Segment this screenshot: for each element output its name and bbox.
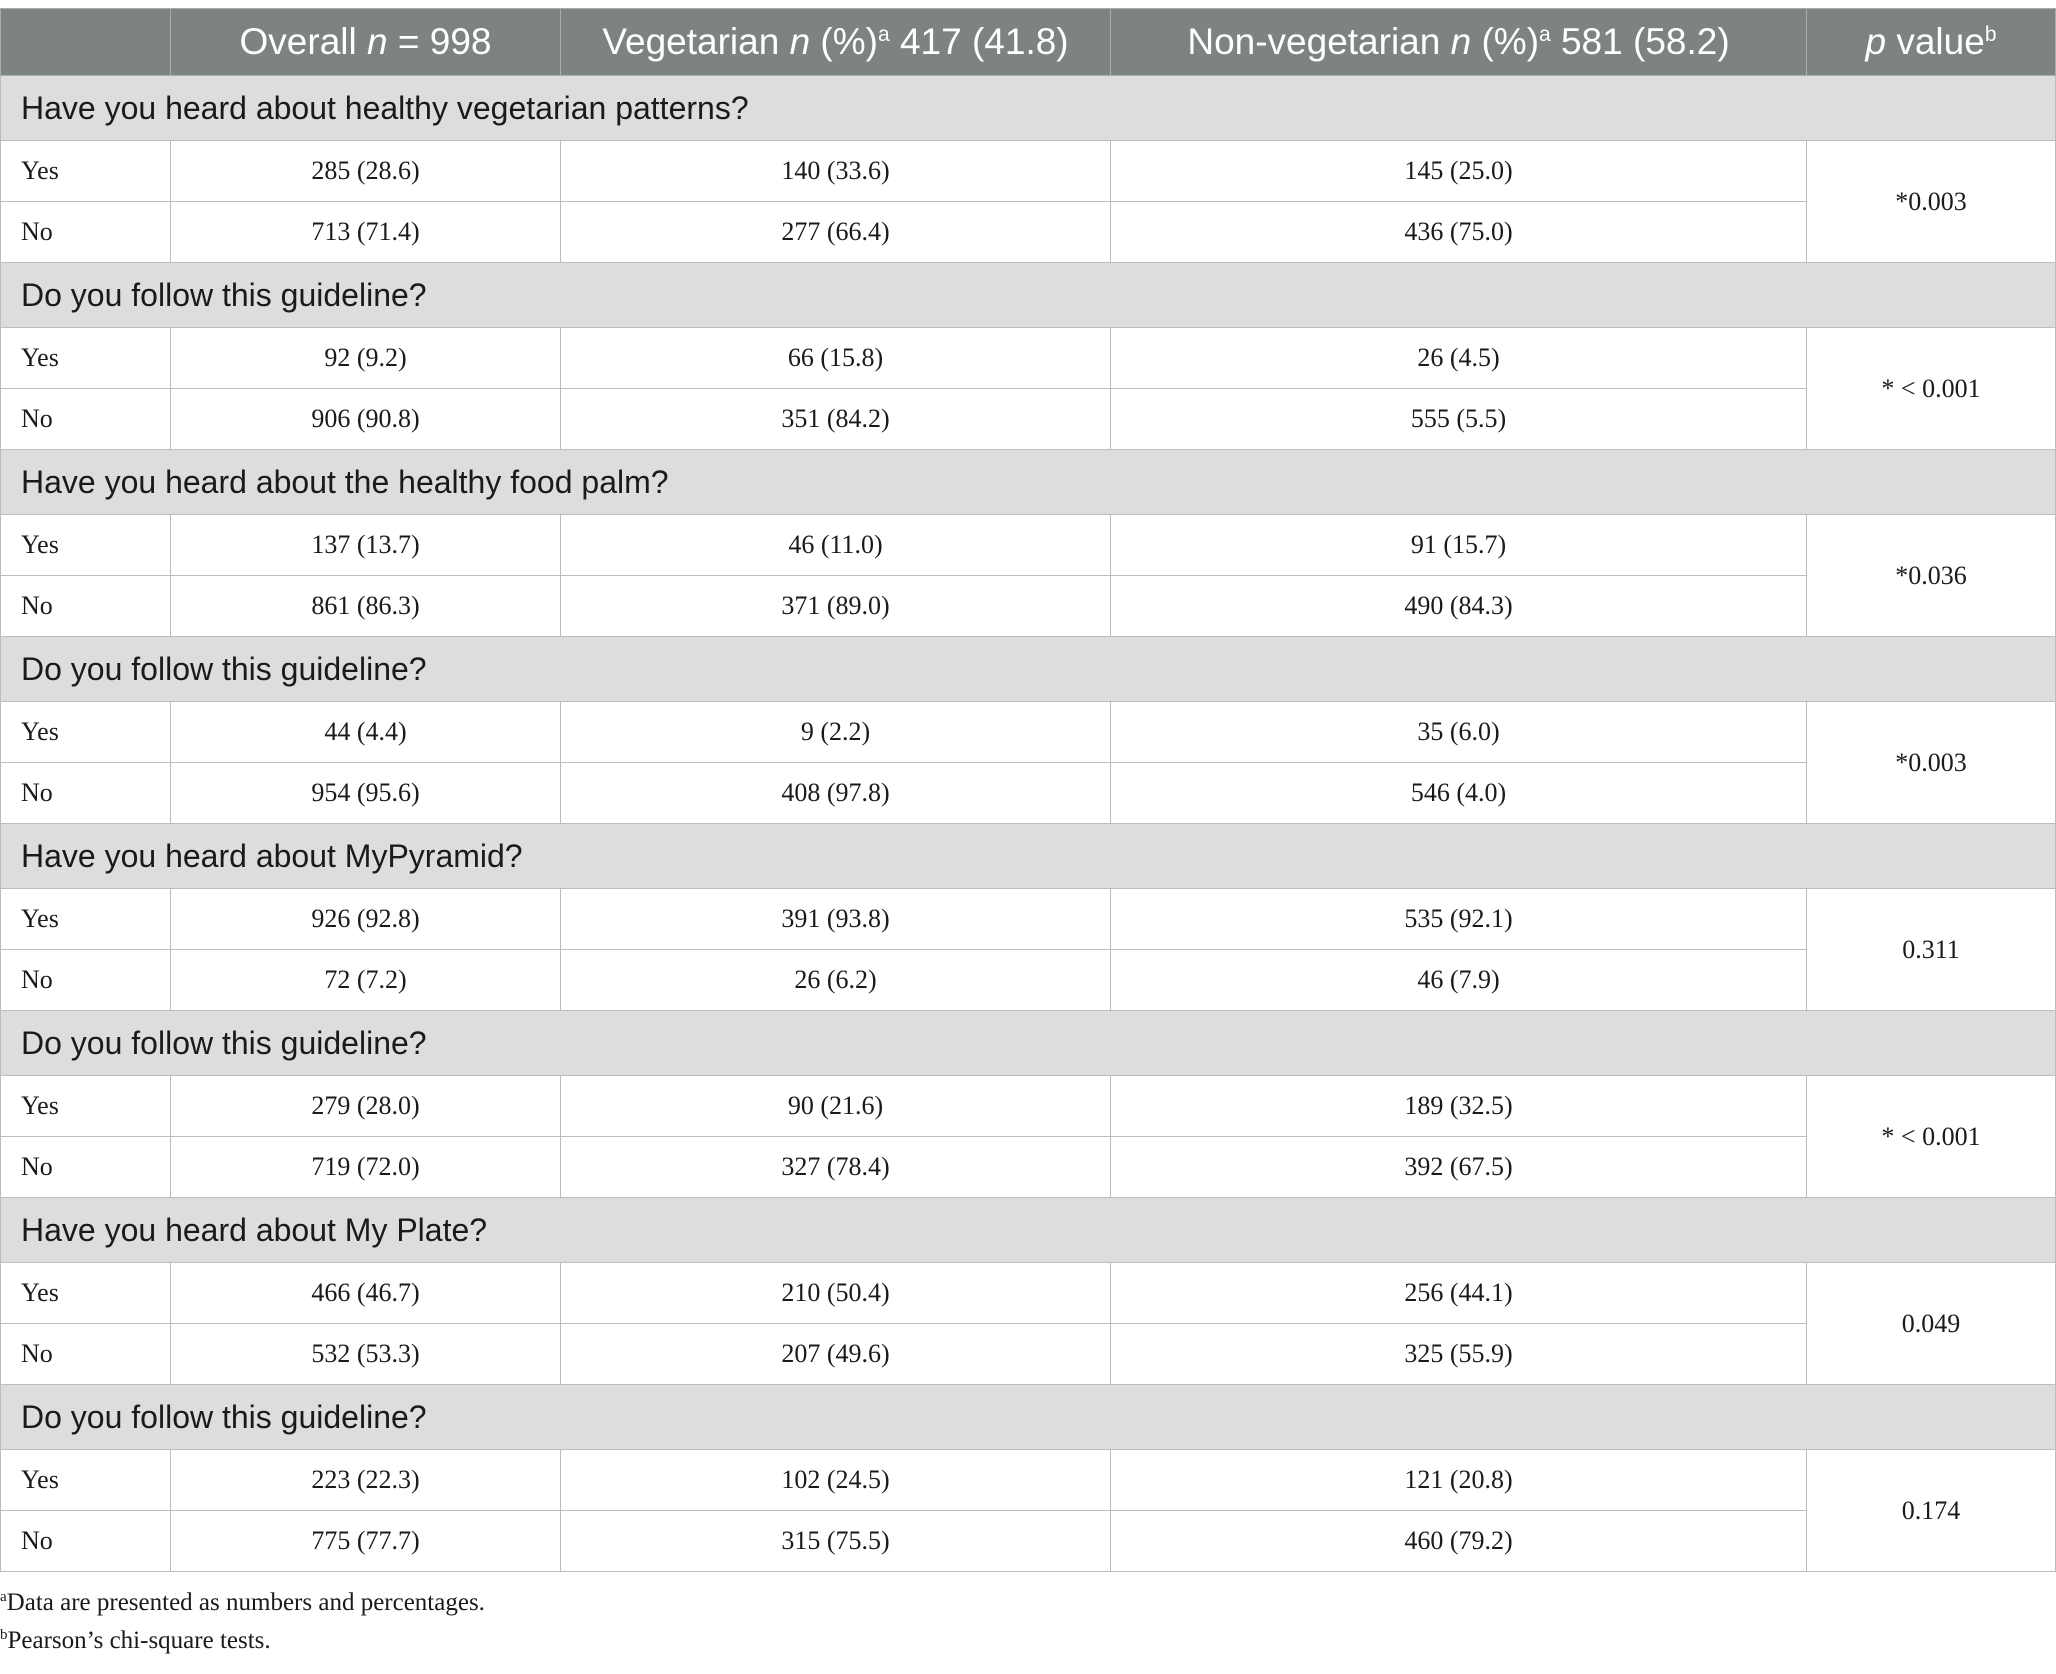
section-question: Have you heard about My Plate? (1, 1198, 2056, 1263)
overall-cell: 775 (77.7) (171, 1511, 561, 1572)
non-vegetarian-cell: 546 (4.0) (1111, 763, 1807, 824)
section-header-row (1, 1198, 2056, 1263)
p-value-cell: 0.311 (1807, 889, 2056, 1011)
table-row (1, 889, 2056, 950)
non-vegetarian-cell: 436 (75.0) (1111, 202, 1807, 263)
overall-cell: 279 (28.0) (171, 1076, 561, 1137)
row-label: No (1, 763, 171, 824)
table-row (1, 1511, 2056, 1572)
table-row (1, 141, 2056, 202)
header-non-vegetarian: Non-vegetarian n (%)$^a$ 581 (58.2) (1111, 9, 1807, 76)
section-question: Do you follow this guideline? (1, 263, 2056, 328)
overall-cell: 92 (9.2) (171, 328, 561, 389)
non-vegetarian-cell: 46 (7.9) (1111, 950, 1807, 1011)
vegetarian-cell: 9 (2.2) (561, 702, 1111, 763)
row-label: No (1, 1137, 171, 1198)
non-vegetarian-cell: 189 (32.5) (1111, 1076, 1807, 1137)
vegetarian-cell: 90 (21.6) (561, 1076, 1111, 1137)
p-value-cell: * < 0.001 (1807, 328, 2056, 450)
p-value-cell: 0.049 (1807, 1263, 2056, 1385)
p-value-cell: 0.174 (1807, 1450, 2056, 1572)
table-row (1, 702, 2056, 763)
vegetarian-cell: 391 (93.8) (561, 889, 1111, 950)
row-label: Yes (1, 515, 171, 576)
non-vegetarian-cell: 121 (20.8) (1111, 1450, 1807, 1511)
header-p-value: p value$^b$ (1807, 9, 2056, 76)
row-label: No (1, 1324, 171, 1385)
section-question: Do you follow this guideline? (1, 1011, 2056, 1076)
p-value-cell: *0.003 (1807, 141, 2056, 263)
non-vegetarian-cell: 26 (4.5) (1111, 328, 1807, 389)
section-header-row (1, 1385, 2056, 1450)
results-table (0, 8, 2056, 1572)
overall-cell: 861 (86.3) (171, 576, 561, 637)
vegetarian-cell: 315 (75.5) (561, 1511, 1111, 1572)
table-row (1, 950, 2056, 1011)
section-header-row (1, 1011, 2056, 1076)
row-label: No (1, 1511, 171, 1572)
section-header-row (1, 824, 2056, 889)
table-row (1, 1076, 2056, 1137)
table-row (1, 576, 2056, 637)
table-row (1, 202, 2056, 263)
overall-cell: 906 (90.8) (171, 389, 561, 450)
non-vegetarian-cell: 91 (15.7) (1111, 515, 1807, 576)
vegetarian-cell: 207 (49.6) (561, 1324, 1111, 1385)
non-vegetarian-cell: 256 (44.1) (1111, 1263, 1807, 1324)
overall-cell: 719 (72.0) (171, 1137, 561, 1198)
footnote-a: $^a$Data are presented as numbers and percentages. (0, 1589, 485, 1616)
non-vegetarian-cell: 490 (84.3) (1111, 576, 1807, 637)
overall-cell: 137 (13.7) (171, 515, 561, 576)
table-row (1, 1450, 2056, 1511)
non-vegetarian-cell: 325 (55.9) (1111, 1324, 1807, 1385)
non-vegetarian-cell: 35 (6.0) (1111, 702, 1807, 763)
vegetarian-cell: 210 (50.4) (561, 1263, 1111, 1324)
overall-cell: 532 (53.3) (171, 1324, 561, 1385)
vegetarian-cell: 46 (11.0) (561, 515, 1111, 576)
row-label: Yes (1, 1076, 171, 1137)
overall-cell: 223 (22.3) (171, 1450, 561, 1511)
p-value-cell: *0.003 (1807, 702, 2056, 824)
results-table-document (0, 8, 2056, 1660)
non-vegetarian-cell: 392 (67.5) (1111, 1137, 1807, 1198)
section-question: Have you heard about healthy vegetarian patterns? (1, 76, 2056, 141)
row-label: Yes (1, 702, 171, 763)
overall-cell: 285 (28.6) (171, 141, 561, 202)
section-header-row (1, 637, 2056, 702)
overall-cell: 713 (71.4) (171, 202, 561, 263)
overall-cell: 44 (4.4) (171, 702, 561, 763)
row-label: No (1, 576, 171, 637)
section-question: Do you follow this guideline? (1, 637, 2056, 702)
p-value-cell: *0.036 (1807, 515, 2056, 637)
vegetarian-cell: 408 (97.8) (561, 763, 1111, 824)
vegetarian-cell: 102 (24.5) (561, 1450, 1111, 1511)
row-label: Yes (1, 141, 171, 202)
header-blank-cell (1, 9, 171, 76)
section-question: Do you follow this guideline? (1, 1385, 2056, 1450)
table-body (1, 76, 2056, 1572)
row-label: Yes (1, 1263, 171, 1324)
header-overall: Overall n = 998 (171, 9, 561, 76)
overall-cell: 954 (95.6) (171, 763, 561, 824)
vegetarian-cell: 66 (15.8) (561, 328, 1111, 389)
table-row (1, 515, 2056, 576)
non-vegetarian-cell: 460 (79.2) (1111, 1511, 1807, 1572)
vegetarian-cell: 327 (78.4) (561, 1137, 1111, 1198)
overall-cell: 466 (46.7) (171, 1263, 561, 1324)
p-value-cell: * < 0.001 (1807, 1076, 2056, 1198)
table-row (1, 1263, 2056, 1324)
non-vegetarian-cell: 555 (5.5) (1111, 389, 1807, 450)
row-label: No (1, 389, 171, 450)
table-row (1, 328, 2056, 389)
table-row (1, 1324, 2056, 1385)
section-question: Have you heard about MyPyramid? (1, 824, 2056, 889)
vegetarian-cell: 140 (33.6) (561, 141, 1111, 202)
section-header-row (1, 263, 2056, 328)
vegetarian-cell: 371 (89.0) (561, 576, 1111, 637)
table-row (1, 1137, 2056, 1198)
row-label: No (1, 950, 171, 1011)
row-label: Yes (1, 1450, 171, 1511)
non-vegetarian-cell: 535 (92.1) (1111, 889, 1807, 950)
table-row (1, 763, 2056, 824)
row-label: Yes (1, 328, 171, 389)
non-vegetarian-cell: 145 (25.0) (1111, 141, 1807, 202)
section-question: Have you heard about the healthy food palm? (1, 450, 2056, 515)
vegetarian-cell: 26 (6.2) (561, 950, 1111, 1011)
footnotes (0, 1584, 2056, 1660)
footnote-b: $^b$Pearson’s chi-square tests. (0, 1627, 271, 1654)
header-vegetarian: Vegetarian n (%)$^a$ 417 (41.8) (561, 9, 1111, 76)
overall-cell: 926 (92.8) (171, 889, 561, 950)
section-header-row (1, 450, 2056, 515)
row-label: No (1, 202, 171, 263)
section-header-row (1, 76, 2056, 141)
row-label: Yes (1, 889, 171, 950)
vegetarian-cell: 277 (66.4) (561, 202, 1111, 263)
table-header-row (1, 9, 2056, 76)
vegetarian-cell: 351 (84.2) (561, 389, 1111, 450)
overall-cell: 72 (7.2) (171, 950, 561, 1011)
table-row (1, 389, 2056, 450)
